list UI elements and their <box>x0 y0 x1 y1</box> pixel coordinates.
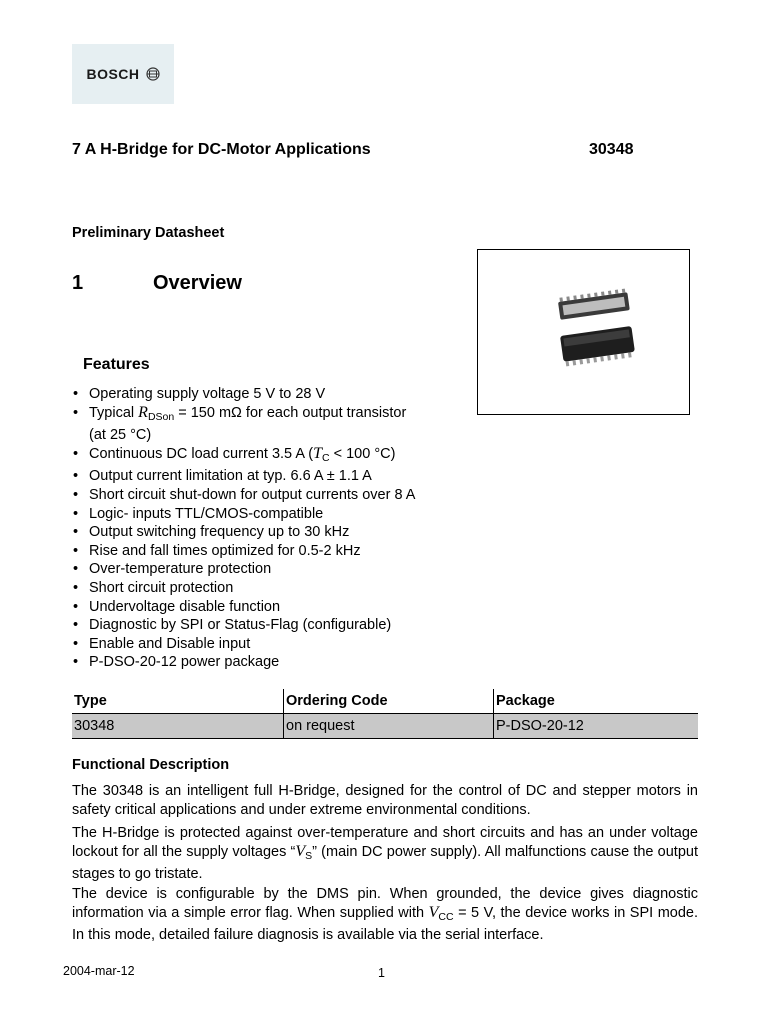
list-item: • Short circuit shut-down for output currents over 8 A <box>72 486 472 505</box>
list-item: • Continuous DC load current 3.5 A ($T_C < 100$ °C) <box>72 445 472 468</box>
logo-text: BOSCH <box>86 66 140 82</box>
footer-date: 2004-mar-12 <box>63 964 135 978</box>
bosch-logo <box>72 44 174 104</box>
list-item: • Output switching frequency up to 30 kHz <box>72 523 472 542</box>
bosch-armature-icon <box>146 67 160 81</box>
functional-description-heading: Functional Description <box>72 757 230 773</box>
functional-paragraph-1: The 30348 is an intelligent full H-Bridge, designed for the control of DC and stepper motors in safety critical applications and under extreme environmental conditions. <box>72 783 698 818</box>
ic-package-image <box>478 250 689 414</box>
part-number: 30348 <box>589 141 634 158</box>
table-row <box>72 714 698 739</box>
list-item: • Short circuit protection <box>72 579 472 598</box>
cell-ordering-code: on request <box>284 714 494 739</box>
cell-package: P-DSO-20-12 <box>494 714 699 739</box>
features-list <box>72 385 472 672</box>
section-title: Overview <box>153 272 242 294</box>
list-item: • Rise and fall times optimized for 0.5-2 kHz <box>72 542 472 561</box>
document-type: Preliminary Datasheet <box>72 225 225 241</box>
ordering-table <box>72 689 698 739</box>
list-item: • Output current limitation at typ. 6.6 A ± 1.1 A <box>72 467 472 486</box>
list-item: • Enable and Disable input <box>72 635 472 654</box>
product-image-frame <box>477 249 690 415</box>
features-heading: Features <box>83 356 150 373</box>
list-item: • Logic- inputs TTL/CMOS-compatible <box>72 505 472 524</box>
table-header-row <box>72 689 698 714</box>
page-number: 1 <box>378 966 385 980</box>
functional-paragraph-2: The H-Bridge is protected against over-temperature and short circuits and has an under voltage lockout for all the supply voltages “$V_S$” (main DC power supply). All malfunctions cause the output stages to go tristate. <box>72 825 698 883</box>
document-title: 7 A H-Bridge for DC-Motor Applications <box>72 141 371 158</box>
column-header-ordering-code: Ordering Code <box>284 689 494 714</box>
column-header-type: Type <box>72 689 284 714</box>
list-item: • Undervoltage disable function <box>72 598 472 617</box>
list-item: • Diagnostic by SPI or Status-Flag (configurable) <box>72 616 472 635</box>
list-item: • Over-temperature protection <box>72 560 472 579</box>
list-item: • Typical $R_{DSon} = 150$ mΩ for each output transistor (at 25 °C) <box>72 404 472 445</box>
column-header-package: Package <box>494 689 699 714</box>
section-number: 1 <box>72 272 84 294</box>
cell-type: 30348 <box>72 714 284 739</box>
list-item: • P-DSO-20-12 power package <box>72 653 472 672</box>
list-item: • Operating supply voltage 5 V to 28 V <box>72 385 472 404</box>
functional-paragraph-3: The device is configurable by the DMS pin. When grounded, the device gives diagnostic information via a simple error flag. When supplied with $V_{CC} = 5$ V, the device works in SPI mode. In this mode, detailed failure diagnosis is available via the serial interface. <box>72 886 698 944</box>
